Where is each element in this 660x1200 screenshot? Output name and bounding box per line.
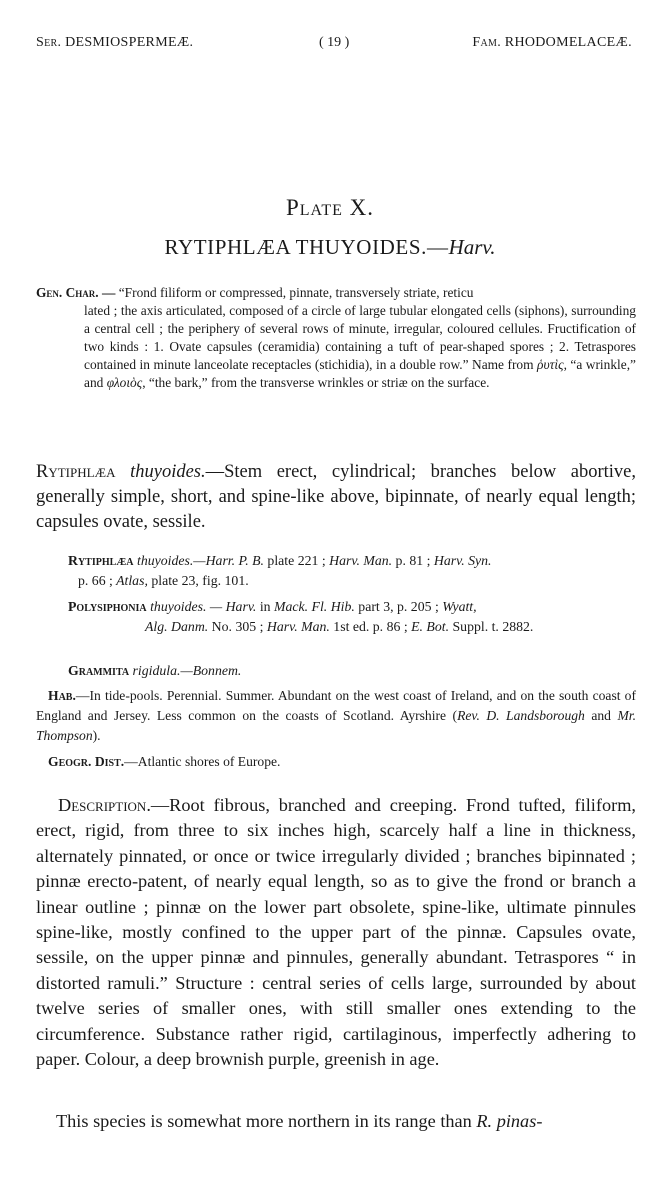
synonym-continuation — [68, 571, 636, 591]
distribution-lead: Geogr. Dist. — [48, 754, 125, 769]
synonym-text: in — [256, 599, 271, 614]
synonym-text: No. 305 ; — [208, 619, 264, 634]
running-head — [36, 35, 632, 55]
gen-char-lead: Gen. Char. — — [36, 285, 116, 300]
synonym-genus: Grammita — [68, 663, 130, 678]
synonym-genus: Rytiphlæa — [68, 553, 134, 568]
description-lead: Description. — [58, 795, 151, 815]
species-heading — [0, 235, 660, 260]
synonym-genus: Polysiphonia — [68, 599, 147, 614]
synonym-text: 1st ed. p. 86 ; — [329, 619, 408, 634]
synonym-epithet: thuyoides.—Harr. P. B. — [136, 553, 264, 568]
summary-text: —Stem erect, cylindrical; branches below abortive, generally simple, short, and spine-like above, bipinnate, of nearly equal length; capsules ovate, sessile. — [36, 462, 637, 532]
synonym-reference: Mack. Fl. Hib. — [270, 599, 355, 614]
synonym-continuation — [68, 617, 636, 637]
synonym-reference: Harv. Man. — [263, 619, 330, 634]
distribution-text: —Atlantic shores of Europe. — [124, 754, 281, 769]
greek-word-2: φλοιὸς — [106, 375, 143, 390]
synonym-epithet: rigidula.—Bonnem. — [132, 663, 242, 678]
species-summary-paragraph — [36, 460, 636, 535]
habitat-text: and — [584, 708, 618, 723]
summary-genus: Rytiphlæa — [36, 462, 116, 482]
synonym-text: p. 81 ; — [392, 553, 431, 568]
habitat-paragraph — [36, 686, 636, 746]
synonym-entry — [68, 597, 636, 637]
gen-char-body — [84, 302, 636, 392]
synonym-reference: Harv. Man. — [325, 553, 393, 568]
closing-reference: R. pinas- — [476, 1111, 543, 1131]
running-head-family: Fam. RHODOMELACEÆ. — [472, 35, 632, 50]
synonym-epithet: thuyoides. — Harv. — [150, 599, 257, 614]
greek-word-1: ῥυτὶς — [537, 357, 564, 372]
synonym-text: p. 66 ; — [78, 573, 113, 588]
gen-char-rest: lated ; the axis articulated, composed of a circle of large tubular elongated cells (siphons), surrounding a central cell ; the periphery of several rows of minute, irregular, coloured cellules. Fructification of two kinds : 1. Ovate capsules (ceramidia) containing a tuft of pear-shaped spores ; 2. Tetraspores contained in minute lanceolate receptacles (stichidia), in a double row.” Name from — [84, 303, 636, 372]
summary-epithet: thuyoides. — [130, 462, 206, 482]
species-authority: Harv. — [448, 235, 496, 259]
habitat-reference: Mr. Thompson — [36, 708, 636, 743]
synonym-reference: Alg. Danm. — [145, 619, 209, 634]
synonym-entry — [68, 661, 636, 681]
gen-char-end: , “the bark,” from the transverse wrinkles or striæ on the surface. — [142, 375, 490, 390]
generic-character-paragraph — [36, 284, 636, 392]
closing-text: This species is somewhat more northern in its range than — [56, 1111, 472, 1131]
gen-char-mid: , “a wrinkle,” and — [84, 357, 636, 390]
synonym-text: plate 221 ; — [263, 553, 326, 568]
running-head-series: Ser. DESMIOSPERMEÆ. — [36, 35, 194, 50]
synonym-reference: E. Bot. — [407, 619, 450, 634]
synonym-reference: Harv. Syn. — [430, 553, 492, 568]
habitat-reference: Rev. D. Landsborough — [457, 708, 585, 723]
synonym-text: Suppl. t. 2882. — [449, 619, 534, 634]
synonym-reference: Atlas, — [112, 573, 148, 588]
species-name: RYTIPHLÆA THUYOIDES.— — [164, 235, 449, 259]
page-number: ( 19 ) — [319, 35, 350, 50]
plate-title: Plate X. — [285, 195, 374, 220]
description-text: —Root fibrous, branched and creeping. Frond tufted, filiform, erect, rigid, from three to six inches high, scarcely half a line in thickness, alternately pinnated, or once or twice irregularly divided ; branches bipinnated ; pinnæ erecto-patent, of nearly equal length, so as to give the frond or branch a linear outline ; pinnæ on the lower part obsolete, spine-like, ultimate pinnules spine-like, mostly confined to the upper part of the pinnæ. Capsules ovate, sessile, on the upper pinnæ and pinnules, generally abundant. Tetraspores “ in distorted ramuli.” Structure : central series of cells large, surrounded by about twelve series of smaller ones, with still smaller ones extending to the circumference. Substance rather rigid, cartilaginous, imperfectly adhering to paper. Colour, a deep brownish purple, greenish in age. — [36, 795, 636, 1070]
synonym-text: part 3, p. 205 ; — [354, 599, 439, 614]
habitat-text: ). — [92, 728, 101, 743]
synonym-reference: Wyatt, — [438, 599, 477, 614]
description-paragraph — [36, 793, 636, 1072]
synonym-entry — [68, 551, 636, 591]
synonym-text: plate 23, fig. 101. — [147, 573, 249, 588]
habitat-lead: Hab. — [48, 688, 76, 703]
closing-paragraph — [36, 1109, 636, 1134]
gen-char-line1: “Frond filiform or compressed, pinnate, transversely striate, reticu — [118, 285, 474, 300]
distribution-paragraph — [48, 752, 636, 772]
habitat-text: —In tide-pools. Perennial. Summer. Abundant on the west coast of Ireland, and on the south coast of England and Jersey. Less common on the coasts of Scotland. Ayrshire ( — [36, 688, 636, 723]
